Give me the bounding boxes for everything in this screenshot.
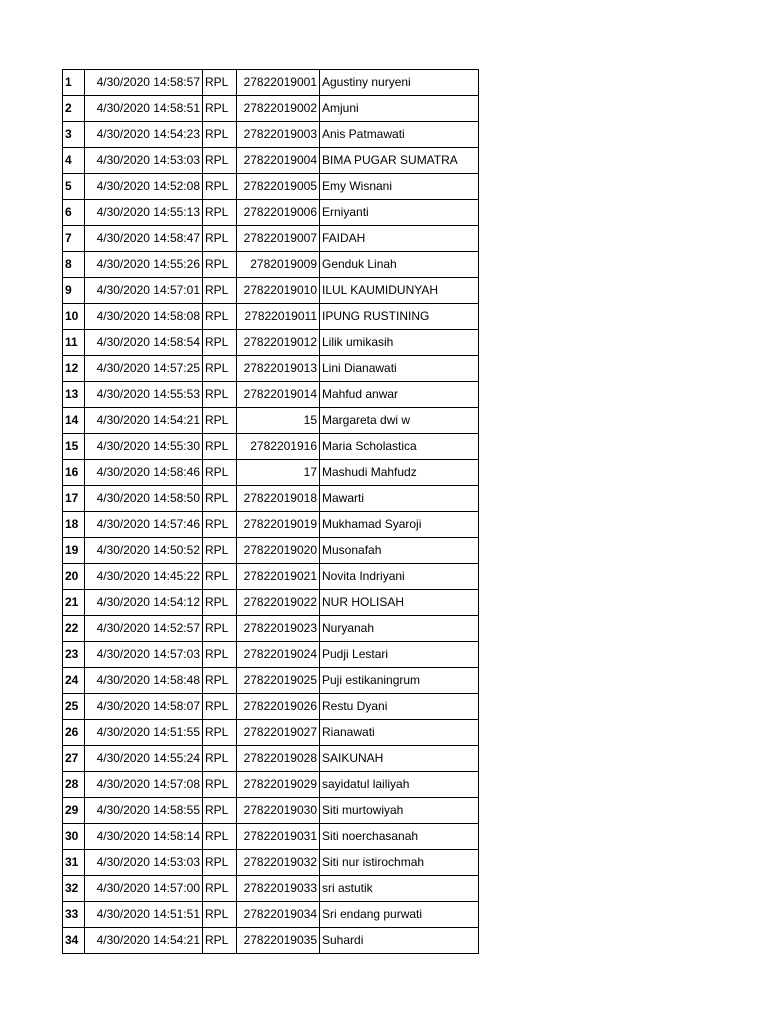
table-row bbox=[63, 408, 479, 434]
timestamp-cell: 4/30/2020 14:57:00 bbox=[85, 876, 203, 902]
class-cell: RPL bbox=[203, 642, 237, 668]
student-id-cell: 27822019007 bbox=[237, 226, 320, 252]
class-cell: RPL bbox=[203, 538, 237, 564]
timestamp-cell: 4/30/2020 14:58:46 bbox=[85, 460, 203, 486]
row-number-cell: 1 bbox=[63, 70, 85, 96]
class-cell: RPL bbox=[203, 876, 237, 902]
row-number-cell: 26 bbox=[63, 720, 85, 746]
student-name-cell: Novita Indriyani bbox=[320, 564, 479, 590]
class-cell: RPL bbox=[203, 304, 237, 330]
table-row bbox=[63, 928, 479, 954]
table-row bbox=[63, 902, 479, 928]
student-name-cell: Mashudi Mahfudz bbox=[320, 460, 479, 486]
timestamp-cell: 4/30/2020 14:55:30 bbox=[85, 434, 203, 460]
row-number-cell: 6 bbox=[63, 200, 85, 226]
student-name-cell: Siti noerchasanah bbox=[320, 824, 479, 850]
class-cell: RPL bbox=[203, 122, 237, 148]
student-name-cell: Sri endang purwati bbox=[320, 902, 479, 928]
student-name-cell: IPUNG RUSTINING bbox=[320, 304, 479, 330]
timestamp-cell: 4/30/2020 14:58:48 bbox=[85, 668, 203, 694]
row-number-cell: 21 bbox=[63, 590, 85, 616]
timestamp-cell: 4/30/2020 14:57:08 bbox=[85, 772, 203, 798]
timestamp-cell: 4/30/2020 14:58:57 bbox=[85, 70, 203, 96]
student-id-cell: 27822019011 bbox=[237, 304, 320, 330]
row-number-cell: 23 bbox=[63, 642, 85, 668]
student-id-cell: 27822019032 bbox=[237, 850, 320, 876]
class-cell: RPL bbox=[203, 70, 237, 96]
class-cell: RPL bbox=[203, 356, 237, 382]
student-id-cell: 27822019003 bbox=[237, 122, 320, 148]
student-id-cell: 27822019034 bbox=[237, 902, 320, 928]
class-cell: RPL bbox=[203, 330, 237, 356]
class-cell: RPL bbox=[203, 174, 237, 200]
student-name-cell: Siti nur istirochmah bbox=[320, 850, 479, 876]
row-number-cell: 13 bbox=[63, 382, 85, 408]
class-cell: RPL bbox=[203, 590, 237, 616]
class-cell: RPL bbox=[203, 434, 237, 460]
timestamp-cell: 4/30/2020 14:57:46 bbox=[85, 512, 203, 538]
timestamp-cell: 4/30/2020 14:58:50 bbox=[85, 486, 203, 512]
row-number-cell: 29 bbox=[63, 798, 85, 824]
row-number-cell: 24 bbox=[63, 668, 85, 694]
timestamp-cell: 4/30/2020 14:51:55 bbox=[85, 720, 203, 746]
table-row bbox=[63, 798, 479, 824]
class-cell: RPL bbox=[203, 226, 237, 252]
table-row bbox=[63, 434, 479, 460]
class-cell: RPL bbox=[203, 824, 237, 850]
table-row bbox=[63, 486, 479, 512]
row-number-cell: 20 bbox=[63, 564, 85, 590]
timestamp-cell: 4/30/2020 14:53:03 bbox=[85, 850, 203, 876]
timestamp-cell: 4/30/2020 14:58:14 bbox=[85, 824, 203, 850]
row-number-cell: 18 bbox=[63, 512, 85, 538]
student-id-cell: 27822019005 bbox=[237, 174, 320, 200]
student-id-cell: 15 bbox=[237, 408, 320, 434]
student-name-cell: Rianawati bbox=[320, 720, 479, 746]
timestamp-cell: 4/30/2020 14:50:52 bbox=[85, 538, 203, 564]
timestamp-cell: 4/30/2020 14:45:22 bbox=[85, 564, 203, 590]
timestamp-cell: 4/30/2020 14:52:08 bbox=[85, 174, 203, 200]
student-id-cell: 27822019024 bbox=[237, 642, 320, 668]
timestamp-cell: 4/30/2020 14:57:25 bbox=[85, 356, 203, 382]
row-number-cell: 15 bbox=[63, 434, 85, 460]
student-id-cell: 27822019004 bbox=[237, 148, 320, 174]
student-id-cell: 27822019022 bbox=[237, 590, 320, 616]
table-row bbox=[63, 850, 479, 876]
student-name-cell: Restu Dyani bbox=[320, 694, 479, 720]
student-id-cell: 27822019019 bbox=[237, 512, 320, 538]
class-cell: RPL bbox=[203, 486, 237, 512]
class-cell: RPL bbox=[203, 564, 237, 590]
student-name-cell: Maria Scholastica bbox=[320, 434, 479, 460]
timestamp-cell: 4/30/2020 14:55:53 bbox=[85, 382, 203, 408]
row-number-cell: 2 bbox=[63, 96, 85, 122]
timestamp-cell: 4/30/2020 14:58:55 bbox=[85, 798, 203, 824]
table-row bbox=[63, 278, 479, 304]
student-name-cell: Genduk Linah bbox=[320, 252, 479, 278]
student-name-cell: Margareta dwi w bbox=[320, 408, 479, 434]
student-id-cell: 27822019012 bbox=[237, 330, 320, 356]
table-row bbox=[63, 538, 479, 564]
row-number-cell: 14 bbox=[63, 408, 85, 434]
timestamp-cell: 4/30/2020 14:58:08 bbox=[85, 304, 203, 330]
student-id-cell: 27822019013 bbox=[237, 356, 320, 382]
class-cell: RPL bbox=[203, 720, 237, 746]
attendance-table bbox=[62, 69, 479, 954]
table-row bbox=[63, 512, 479, 538]
class-cell: RPL bbox=[203, 200, 237, 226]
timestamp-cell: 4/30/2020 14:55:26 bbox=[85, 252, 203, 278]
student-id-cell: 2782019009 bbox=[237, 252, 320, 278]
student-name-cell: Mukhamad Syaroji bbox=[320, 512, 479, 538]
timestamp-cell: 4/30/2020 14:57:03 bbox=[85, 642, 203, 668]
student-name-cell: sayidatul lailiyah bbox=[320, 772, 479, 798]
row-number-cell: 11 bbox=[63, 330, 85, 356]
row-number-cell: 16 bbox=[63, 460, 85, 486]
table-row bbox=[63, 720, 479, 746]
timestamp-cell: 4/30/2020 14:55:24 bbox=[85, 746, 203, 772]
class-cell: RPL bbox=[203, 668, 237, 694]
row-number-cell: 31 bbox=[63, 850, 85, 876]
class-cell: RPL bbox=[203, 772, 237, 798]
student-name-cell: Anis Patmawati bbox=[320, 122, 479, 148]
student-id-cell: 27822019021 bbox=[237, 564, 320, 590]
table-row bbox=[63, 642, 479, 668]
student-id-cell: 27822019027 bbox=[237, 720, 320, 746]
table-row bbox=[63, 200, 479, 226]
student-id-cell: 27822019031 bbox=[237, 824, 320, 850]
timestamp-cell: 4/30/2020 14:51:51 bbox=[85, 902, 203, 928]
timestamp-cell: 4/30/2020 14:54:21 bbox=[85, 408, 203, 434]
student-id-cell: 27822019002 bbox=[237, 96, 320, 122]
row-number-cell: 27 bbox=[63, 746, 85, 772]
class-cell: RPL bbox=[203, 850, 237, 876]
student-id-cell: 27822019025 bbox=[237, 668, 320, 694]
row-number-cell: 19 bbox=[63, 538, 85, 564]
row-number-cell: 34 bbox=[63, 928, 85, 954]
class-cell: RPL bbox=[203, 96, 237, 122]
row-number-cell: 8 bbox=[63, 252, 85, 278]
student-name-cell: Agustiny nuryeni bbox=[320, 70, 479, 96]
student-id-cell: 27822019028 bbox=[237, 746, 320, 772]
student-id-cell: 27822019014 bbox=[237, 382, 320, 408]
table-row bbox=[63, 174, 479, 200]
table-row bbox=[63, 590, 479, 616]
row-number-cell: 4 bbox=[63, 148, 85, 174]
student-id-cell: 27822019035 bbox=[237, 928, 320, 954]
student-id-cell: 27822019018 bbox=[237, 486, 320, 512]
timestamp-cell: 4/30/2020 14:58:51 bbox=[85, 96, 203, 122]
table-row bbox=[63, 122, 479, 148]
student-name-cell: Mahfud anwar bbox=[320, 382, 479, 408]
student-name-cell: BIMA PUGAR SUMATRA bbox=[320, 148, 479, 174]
student-name-cell: Lini Dianawati bbox=[320, 356, 479, 382]
student-name-cell: Amjuni bbox=[320, 96, 479, 122]
class-cell: RPL bbox=[203, 408, 237, 434]
table-row bbox=[63, 772, 479, 798]
student-id-cell: 27822019010 bbox=[237, 278, 320, 304]
timestamp-cell: 4/30/2020 14:54:12 bbox=[85, 590, 203, 616]
class-cell: RPL bbox=[203, 252, 237, 278]
student-name-cell: Puji estikaningrum bbox=[320, 668, 479, 694]
timestamp-cell: 4/30/2020 14:58:07 bbox=[85, 694, 203, 720]
student-name-cell: ILUL KAUMIDUNYAH bbox=[320, 278, 479, 304]
student-name-cell: Emy Wisnani bbox=[320, 174, 479, 200]
student-id-cell: 27822019030 bbox=[237, 798, 320, 824]
table-row bbox=[63, 460, 479, 486]
student-name-cell: Siti murtowiyah bbox=[320, 798, 479, 824]
table-row bbox=[63, 96, 479, 122]
student-name-cell: sri astutik bbox=[320, 876, 479, 902]
student-id-cell: 27822019001 bbox=[237, 70, 320, 96]
row-number-cell: 22 bbox=[63, 616, 85, 642]
student-name-cell: FAIDAH bbox=[320, 226, 479, 252]
class-cell: RPL bbox=[203, 382, 237, 408]
timestamp-cell: 4/30/2020 14:53:03 bbox=[85, 148, 203, 174]
student-name-cell: SAIKUNAH bbox=[320, 746, 479, 772]
row-number-cell: 28 bbox=[63, 772, 85, 798]
student-name-cell: Musonafah bbox=[320, 538, 479, 564]
student-id-cell: 27822019023 bbox=[237, 616, 320, 642]
student-id-cell: 27822019026 bbox=[237, 694, 320, 720]
class-cell: RPL bbox=[203, 694, 237, 720]
table-row bbox=[63, 382, 479, 408]
table-row bbox=[63, 694, 479, 720]
student-id-cell: 2782201916 bbox=[237, 434, 320, 460]
table-row bbox=[63, 876, 479, 902]
student-id-cell: 27822019020 bbox=[237, 538, 320, 564]
student-name-cell: Pudji Lestari bbox=[320, 642, 479, 668]
row-number-cell: 30 bbox=[63, 824, 85, 850]
student-name-cell: Lilik umikasih bbox=[320, 330, 479, 356]
row-number-cell: 3 bbox=[63, 122, 85, 148]
class-cell: RPL bbox=[203, 148, 237, 174]
student-name-cell: Erniyanti bbox=[320, 200, 479, 226]
student-id-cell: 27822019006 bbox=[237, 200, 320, 226]
table-row bbox=[63, 564, 479, 590]
row-number-cell: 17 bbox=[63, 486, 85, 512]
class-cell: RPL bbox=[203, 616, 237, 642]
row-number-cell: 9 bbox=[63, 278, 85, 304]
timestamp-cell: 4/30/2020 14:54:23 bbox=[85, 122, 203, 148]
student-name-cell: NUR HOLISAH bbox=[320, 590, 479, 616]
table-row bbox=[63, 746, 479, 772]
timestamp-cell: 4/30/2020 14:58:54 bbox=[85, 330, 203, 356]
class-cell: RPL bbox=[203, 928, 237, 954]
row-number-cell: 7 bbox=[63, 226, 85, 252]
row-number-cell: 25 bbox=[63, 694, 85, 720]
table-row bbox=[63, 330, 479, 356]
row-number-cell: 5 bbox=[63, 174, 85, 200]
table-body bbox=[63, 70, 479, 954]
class-cell: RPL bbox=[203, 278, 237, 304]
student-name-cell: Mawarti bbox=[320, 486, 479, 512]
table-row bbox=[63, 226, 479, 252]
row-number-cell: 32 bbox=[63, 876, 85, 902]
table-row bbox=[63, 668, 479, 694]
student-name-cell: Suhardi bbox=[320, 928, 479, 954]
table-row bbox=[63, 824, 479, 850]
table-row bbox=[63, 252, 479, 278]
class-cell: RPL bbox=[203, 798, 237, 824]
student-id-cell: 27822019033 bbox=[237, 876, 320, 902]
table-row bbox=[63, 356, 479, 382]
timestamp-cell: 4/30/2020 14:58:47 bbox=[85, 226, 203, 252]
class-cell: RPL bbox=[203, 902, 237, 928]
student-name-cell: Nuryanah bbox=[320, 616, 479, 642]
timestamp-cell: 4/30/2020 14:55:13 bbox=[85, 200, 203, 226]
table-row bbox=[63, 616, 479, 642]
row-number-cell: 10 bbox=[63, 304, 85, 330]
table-row bbox=[63, 304, 479, 330]
spreadsheet-page bbox=[62, 69, 479, 954]
class-cell: RPL bbox=[203, 460, 237, 486]
class-cell: RPL bbox=[203, 512, 237, 538]
table-row bbox=[63, 70, 479, 96]
timestamp-cell: 4/30/2020 14:54:21 bbox=[85, 928, 203, 954]
timestamp-cell: 4/30/2020 14:57:01 bbox=[85, 278, 203, 304]
student-id-cell: 27822019029 bbox=[237, 772, 320, 798]
row-number-cell: 33 bbox=[63, 902, 85, 928]
student-id-cell: 17 bbox=[237, 460, 320, 486]
row-number-cell: 12 bbox=[63, 356, 85, 382]
class-cell: RPL bbox=[203, 746, 237, 772]
table-row bbox=[63, 148, 479, 174]
timestamp-cell: 4/30/2020 14:52:57 bbox=[85, 616, 203, 642]
